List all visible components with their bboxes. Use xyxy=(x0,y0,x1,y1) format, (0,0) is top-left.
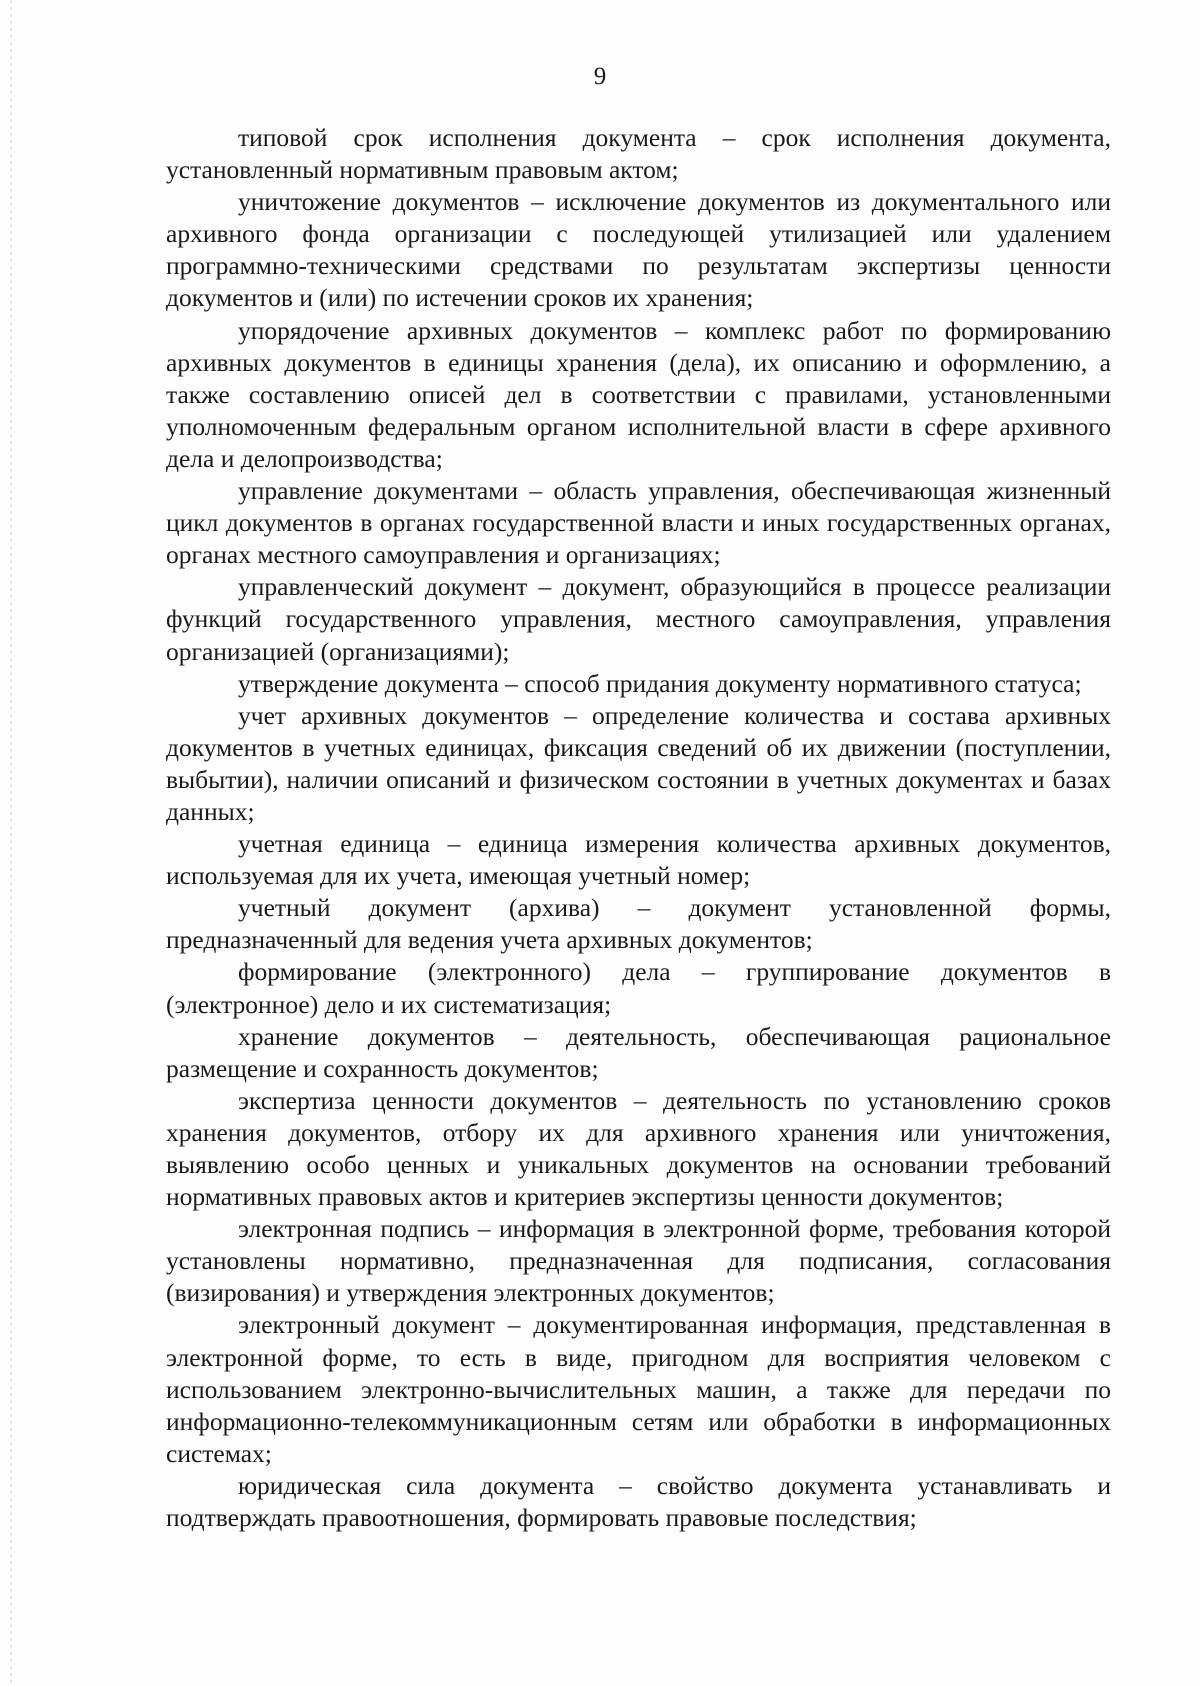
definition-paragraph: упорядочение архивных документов – комплекс работ по формированию архивных документов в единицы хранения (дела), их описанию и оформлению, а также составлению описей дел в соответствии с правилами, установленными уполномоченным федеральным органом исполнительной власти в сфере архивного дела и делопроизводства; xyxy=(166,315,1111,473)
definition-paragraph: типовой срок исполнения документа – срок исполнения документа, установленный нормативным правовым актом; xyxy=(166,123,1111,185)
definition-paragraph: экспертиза ценности документов – деятельность по установлению сроков хранения документов, отбору их для архивного хранения или уничтожения, выявлению особо ценных и уникальных документов на основании требований нормативных правовых актов и критериев экспертизы ценности документов; xyxy=(166,1085,1111,1212)
definition-paragraph: управление документами – область управления, обеспечивающая жизненный цикл документов в органах государственной власти и иных государственных органах, органах местного самоуправления и организациях; xyxy=(166,476,1111,570)
definition-paragraph: формирование (электронного) дела – группирование документов в (электронное) дело и их систематизация; xyxy=(166,957,1111,1019)
definition-paragraph: хранение документов – деятельность, обеспечивающая рациональное размещение и сохранность документов; xyxy=(166,1021,1111,1083)
definition-paragraph: учетная единица – единица измерения количества архивных документов, используемая для их учета, имеющая учетный номер; xyxy=(166,829,1111,891)
definition-paragraph: юридическая сила документа – свойство документа устанавливать и подтверждать правоотношения, формировать правовые последствия; xyxy=(166,1470,1111,1533)
definition-paragraph: уничтожение документов – исключение документов из документального или архивного фонда организации с последующей утилизацией или удалением программно-техническими средствами по результатам экспертизы ценности документов и (или) по истечении сроков их хранения; xyxy=(166,187,1111,313)
definition-paragraph: учетный документ (архива) – документ установленной формы, предназначенный для ведения учета архивных документов; xyxy=(166,893,1111,955)
definition-paragraph: учет архивных документов – определение количества и состава архивных документов в учетных единицах, фиксация сведений об их движении (поступлении, выбытии), наличии описаний и физическом состоянии в учетных документах и базах данных; xyxy=(166,700,1111,826)
scan-edge xyxy=(10,0,12,1686)
definition-paragraph: управленческий документ – документ, образующийся в процессе реализации функций государственного управления, местного самоуправления, управления организацией (организациями); xyxy=(166,572,1111,666)
page-number: 9 xyxy=(593,63,607,90)
definition-paragraph: утверждение документа – способ придания документу нормативного статуса; xyxy=(238,668,1082,698)
definition-paragraph: электронный документ – документированная информация, представленная в электронной форме, то есть в виде, пригодном для восприятия человеком с использованием электронно-вычислительных машин, а также для передачи по информационно-телекоммуникационным сетям или обработки в информационных системах; xyxy=(166,1310,1111,1468)
definitions-list xyxy=(166,122,1111,1534)
definition-paragraph: электронная подпись – информация в электронной форме, требования которой установлены нормативно, предназначенная для подписания, согласования (визирования) и утверждения электронных документов; xyxy=(166,1214,1111,1308)
